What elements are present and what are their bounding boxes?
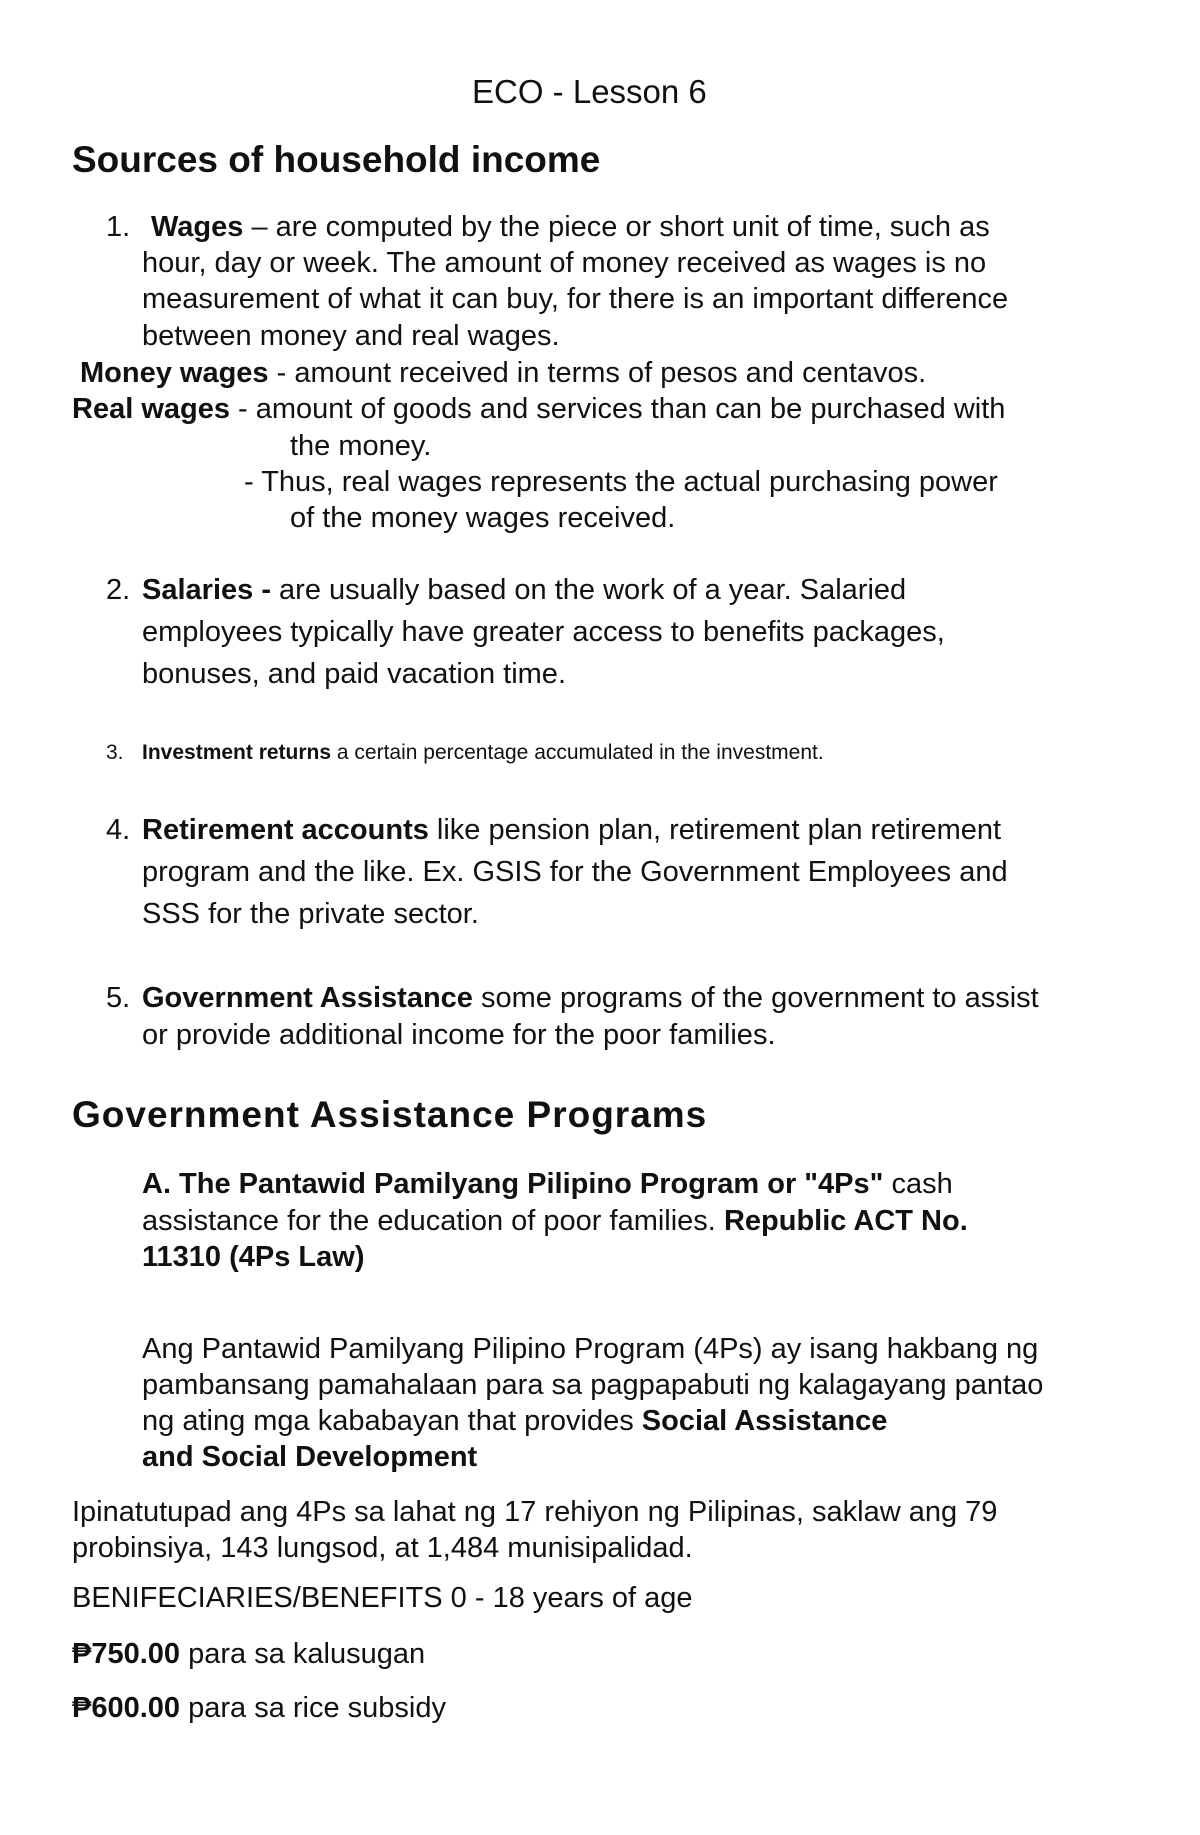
section-heading-sources: Sources of household income <box>72 139 601 180</box>
list-item-line: bonuses, and paid vacation time. <box>142 658 566 690</box>
list-item-line: hour, day or week. The amount of money received as wages is no <box>142 247 987 279</box>
money-wages-definition <box>80 355 926 391</box>
list-item-line <box>151 209 990 245</box>
list-item-line: measurement of what it can buy, for there is an important difference <box>142 283 1009 315</box>
benefit-amount: ₱600.00 <box>72 1692 181 1724</box>
salaries-definition: are usually based on the work of a year. Salaried <box>270 574 907 606</box>
social-development: and Social Development <box>142 1441 478 1473</box>
term-retirement-accounts: Retirement accounts <box>142 814 429 846</box>
term-money-wages: Money wages <box>80 357 269 389</box>
benefit-rice-subsidy <box>72 1690 446 1726</box>
benefit-text: para sa rice subsidy <box>180 1692 447 1724</box>
wages-definition: – are computed by the piece or short unit of time, such as <box>243 211 990 243</box>
program-law: 11310 (4Ps Law) <box>142 1241 365 1273</box>
program-line <box>142 1203 968 1239</box>
list-item-line: or provide additional income for the poor families. <box>142 1019 776 1051</box>
paragraph-text: ng ating mga kababayan that provides <box>142 1405 642 1437</box>
paragraph-line <box>142 1403 887 1439</box>
term-investment-returns: Investment returns <box>142 741 332 764</box>
list-item-line: employees typically have greater access to benefits packages, <box>142 616 945 648</box>
list-item-line: SSS for the private sector. <box>142 898 479 930</box>
list-item-line <box>142 572 906 608</box>
paragraph-line: pambansang pamahalaan para sa pagpapabuti ng kalagayang pantao <box>142 1369 1044 1401</box>
benefit-text: para sa kalusugan <box>180 1638 426 1670</box>
list-number: 3. <box>106 741 124 764</box>
term-government-assistance: Government Assistance <box>142 982 473 1014</box>
paragraph-line: probinsiya, 143 lungsod, at 1,484 munisipalidad. <box>72 1532 693 1564</box>
benefit-amount: ₱750.00 <box>72 1638 181 1670</box>
list-number: 5. <box>106 982 131 1014</box>
real-wages-line: the money. <box>290 430 432 462</box>
page-title: ECO - Lesson 6 <box>472 73 707 110</box>
program-text: cash <box>883 1168 953 1200</box>
paragraph-line: Ang Pantawid Pamilyang Pilipino Program (4Ps) ay isang hakbang ng <box>142 1333 1039 1365</box>
list-number: 4. <box>106 814 131 846</box>
program-text: assistance for the education of poor families. <box>142 1205 724 1237</box>
section-heading-programs: Government Assistance Programs <box>72 1094 708 1135</box>
program-name: A. The Pantawid Pamilyang Pilipino Program or "4Ps" <box>142 1168 884 1200</box>
investment-returns-definition: a certain percentage accumulated in the investment. <box>331 741 824 764</box>
real-wages-text: - amount of goods and services than can be purchased with <box>229 393 1006 425</box>
list-item-line: program and the like. Ex. GSIS for the Government Employees and <box>142 856 1008 888</box>
benefit-health <box>72 1636 425 1672</box>
list-number: 2. <box>106 574 131 606</box>
money-wages-text: - amount received in terms of pesos and centavos. <box>268 357 927 389</box>
list-item-line <box>142 980 1039 1016</box>
list-item-line <box>142 740 824 766</box>
program-law: Republic ACT No. <box>723 1205 968 1237</box>
social-assistance: Social Assistance <box>641 1405 888 1437</box>
real-wages-line: - Thus, real wages represents the actual purchasing power <box>244 466 998 498</box>
list-item-line <box>142 812 1001 848</box>
real-wages-line <box>72 391 1005 427</box>
real-wages-line: of the money wages received. <box>290 502 676 534</box>
retirement-accounts-definition: like pension plan, retirement plan retirement <box>428 814 1002 846</box>
term-real-wages: Real wages <box>72 393 230 425</box>
beneficiaries-line: BENIFECIARIES/BENEFITS 0 - 18 years of age <box>72 1582 693 1614</box>
program-line <box>142 1166 953 1202</box>
paragraph-line: Ipinatutupad ang 4Ps sa lahat ng 17 rehiyon ng Pilipinas, saklaw ang 79 <box>72 1496 998 1528</box>
government-assistance-definition: some programs of the government to assist <box>472 982 1039 1014</box>
term-wages: Wages <box>151 211 244 243</box>
list-item-line: between money and real wages. <box>142 320 560 352</box>
term-salaries: Salaries - <box>142 574 271 606</box>
list-number: 1. <box>106 211 131 243</box>
